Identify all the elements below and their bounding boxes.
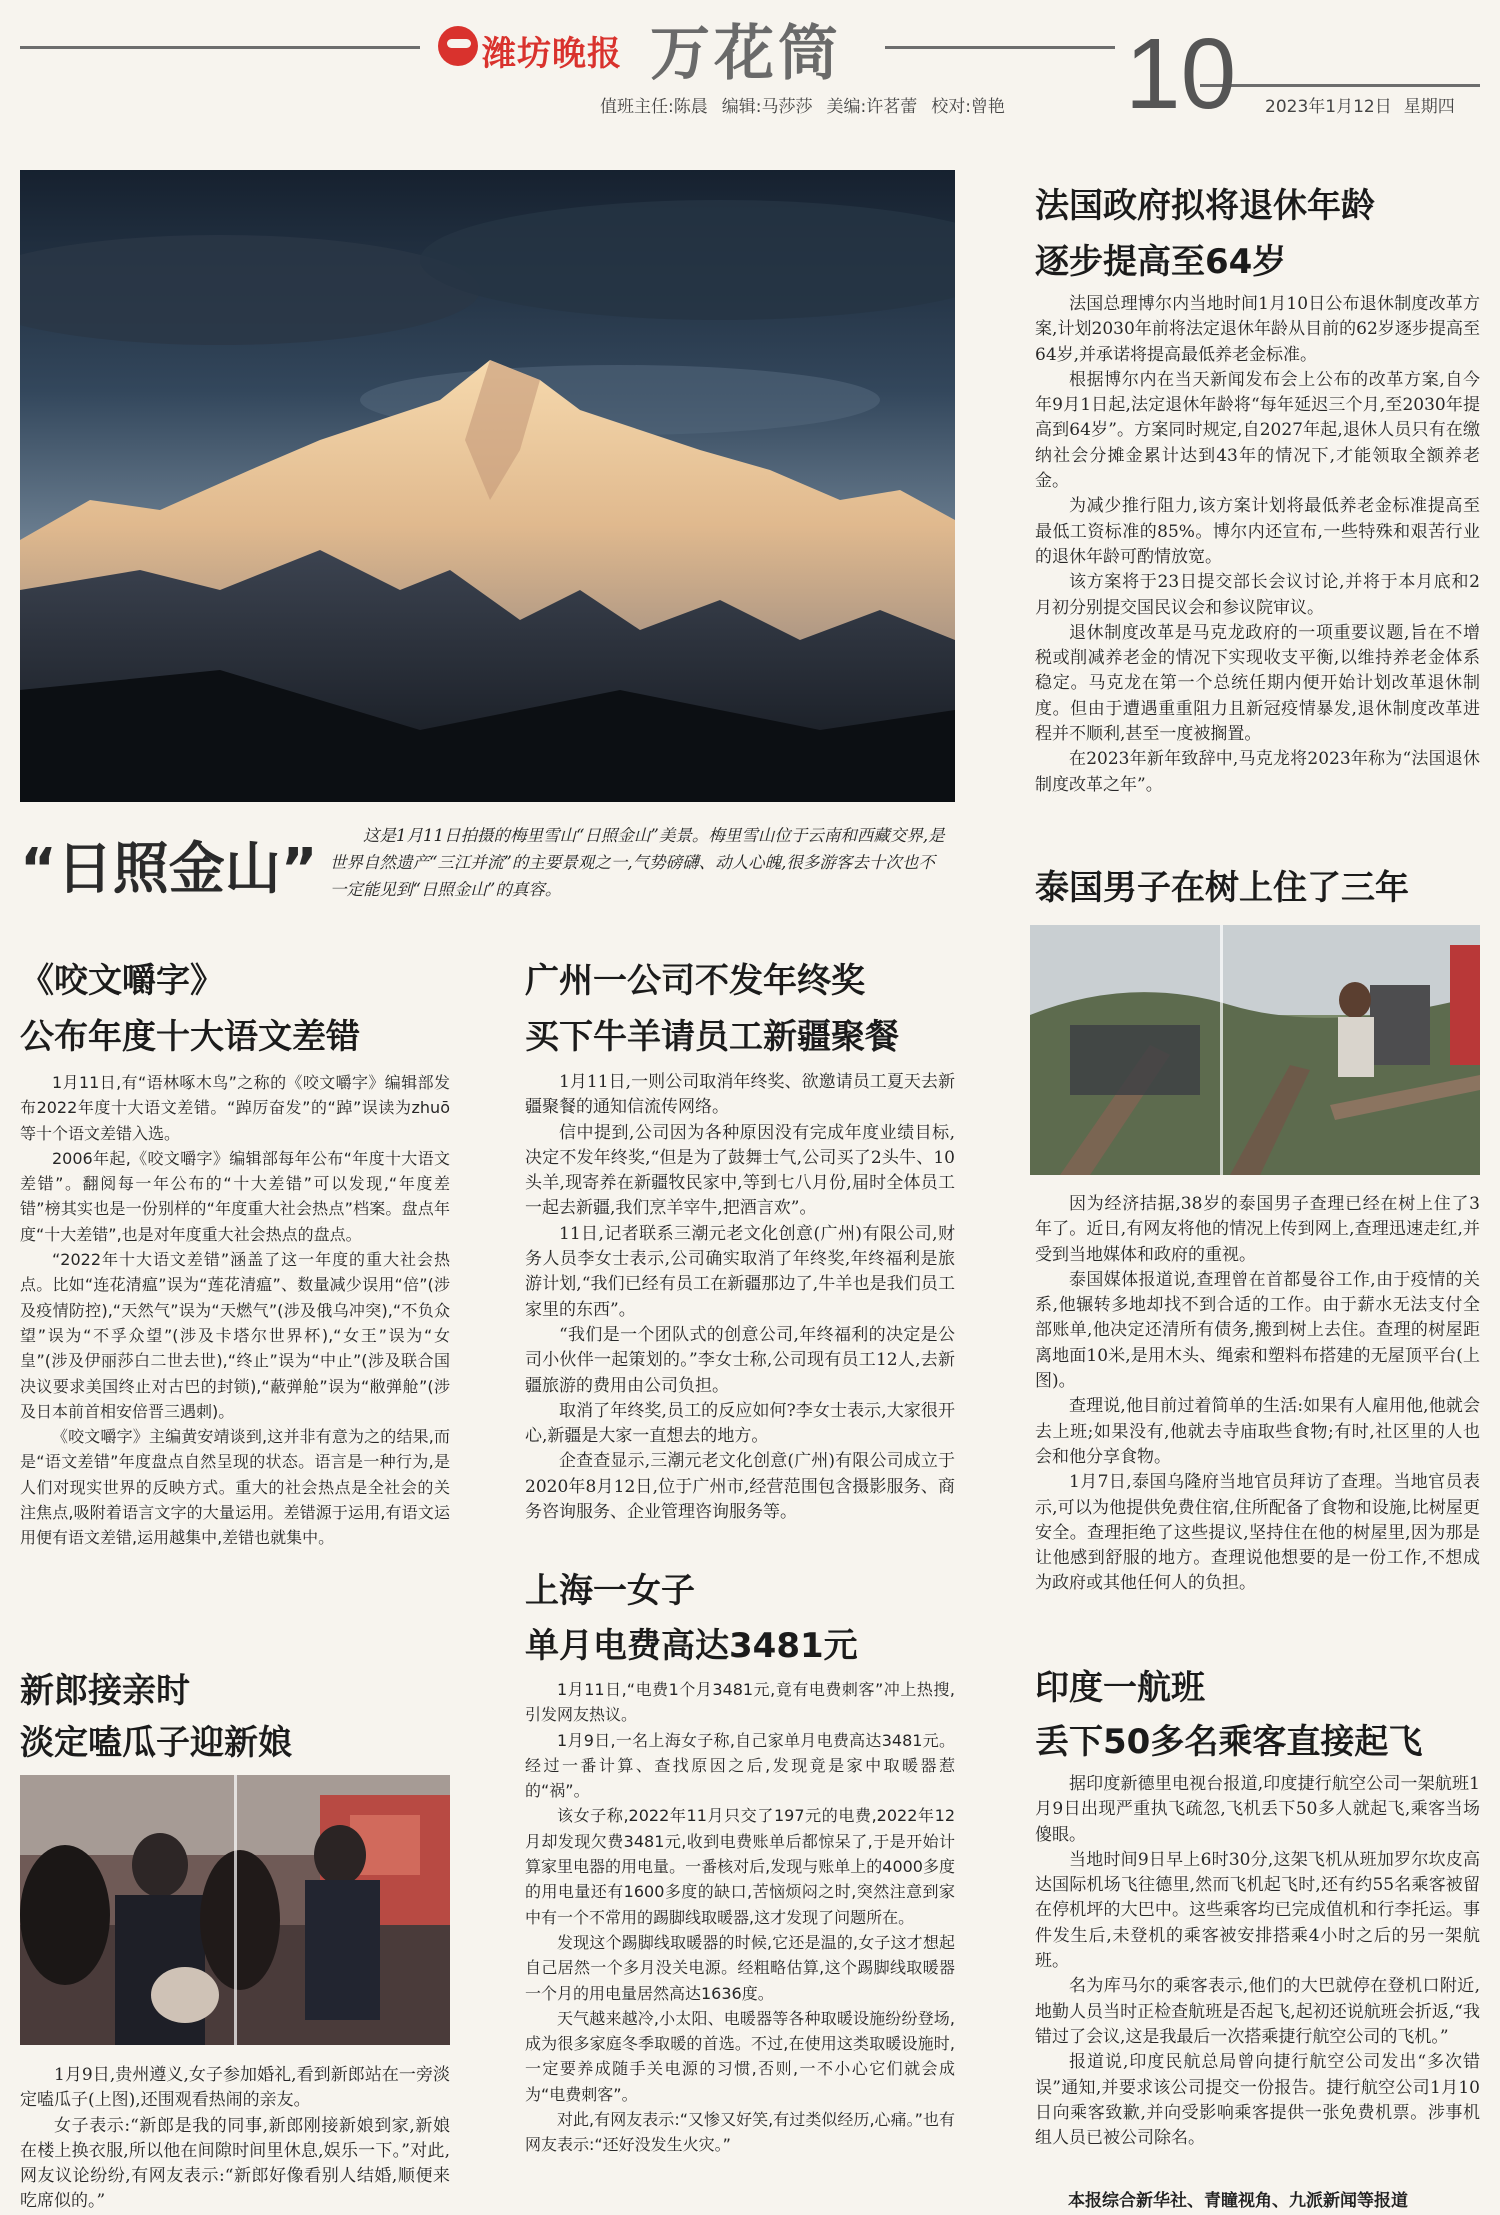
staff-credit: 美编:许茗蕾 xyxy=(826,97,918,117)
article-body-shanghai xyxy=(525,1677,955,2158)
headline: 《咬文嚼字》 xyxy=(20,961,224,1001)
wedding-photo xyxy=(20,1775,450,2045)
source-note: 本报综合新华社、青瞳视角、九派新闻等报道 xyxy=(1068,2191,1408,2211)
dateline xyxy=(1265,92,1467,117)
masthead-rule xyxy=(885,46,1115,49)
paragraph: 11日,记者联系三潮元老文化创意(广州)有限公司,财务人员李女士表示,公司确实取消了年终奖,年终福利是旅游计划,“我们已经有员工在新疆那边了,牛羊也是我们员工家里的东西”。 xyxy=(525,1223,955,1320)
headline: 新郎接亲时 xyxy=(20,1671,190,1711)
headline: 逐步提高至64岁 xyxy=(1035,242,1287,282)
article-body-india xyxy=(1035,1772,1480,2151)
paragraph: 发现这个踢脚线取暖器的时候,它还是温的,女子这才想起自己居然一个多月没关电源。经粗略估算,这个踢脚线取暖器一个月的用电量居然高达1636度。 xyxy=(525,1932,955,2003)
paragraph: 2006年起,《咬文嚼字》编辑部每年公布“年度十大语文差错”。翻阅每一年公布的“十大差错”可以发现,“年度差错”榜其实也是一份别样的“年度重大社会热点”档案。盘点年度“十大差错”,也是对年度重大社会热点的盘点。 xyxy=(20,1148,450,1244)
headline: 广州一公司不发年终奖 xyxy=(525,961,865,1001)
masthead xyxy=(0,0,1500,150)
article-body-france xyxy=(1035,292,1480,798)
paragraph: 该方案将于23日提交部长会议讨论,并将于本月底和2月初分别提交国民议会和参议院审议。 xyxy=(1035,572,1480,618)
paragraph: 该女子称,2022年11月只交了197元的电费,2022年12月却发现欠费3481元,收到电费账单后都惊呆了,于是开始计算家里电器的用电量。一番核对后,发现与账单上的4000多度的用电量还有1600多度的缺口,苦恼烦闷之时,突然注意到家中有一个不常用的踢脚线取暖器,这才发现了问题所在。 xyxy=(525,1806,955,1927)
paragraph: 1月7日,泰国乌隆府当地官员拜访了查理。当地官员表示,可以为他提供免费住宿,住所配备了食物和设施,比树屋更安全。查理拒绝了这些提议,坚持住在他的树屋里,因为那是让他感到舒服的地方。查理说他想要的是一份工作,不想成为政府或其他任何人的负担。 xyxy=(1035,1472,1480,1594)
paragraph: 据印度新德里电视台报道,印度捷行航空公司一架航班1月9日出现严重执飞疏忽,飞机丢下50多人就起飞,乘客当场傻眼。 xyxy=(1035,1774,1480,1845)
paragraph: “2022年十大语文差错”涵盖了这一年度的重大社会热点。比如“连花清瘟”误为“莲花清瘟”、数量减少误用“倍”(涉及疫情防控),“天然气”误为“天燃气”(涉及俄乌冲突),“不负众望”误为“不孚众望”(涉及卡塔尔世界杯),“女王”误为“女皇”(涉及伊丽莎白二世去世),“终止”误为“中止”(涉及联合国决议要求美国终止对古巴的封锁),“蔽弹舱”误为“敝弹舱”(涉及日本前首相安倍晋三遇刺)。 xyxy=(20,1250,450,1421)
paragraph: “我们是一个团队式的创意公司,年终福利的决定是公司小伙伴一起策划的。”李女士称,公司现有员工12人,去新疆旅游的费用由公司负担。 xyxy=(525,1324,955,1396)
headline: 公布年度十大语文差错 xyxy=(20,1017,360,1057)
headline: 印度一航班 xyxy=(1035,1668,1205,1708)
headline: 泰国男子在树上住了三年 xyxy=(1035,868,1409,908)
article-body-thailand xyxy=(1035,1192,1480,1597)
issue-weekday: 星期四 xyxy=(1403,97,1455,117)
paragraph: 因为经济拮据,38岁的泰国男子查理已经在树上住了3年了。近日,有网友将他的情况上传到网上,查理迅速走红,并受到当地媒体和政府的重视。 xyxy=(1035,1194,1480,1265)
paragraph: 取消了年终奖,员工的反应如何?李女士表示,大家很开心,新疆是大家一直想去的地方。 xyxy=(525,1400,955,1447)
paragraph: 查理说,他目前过着简单的生活:如果有人雇用他,他就会去上班;如果没有,他就去寺庙取些食物;有时,社区里的人也会和他分享食物。 xyxy=(1035,1396,1480,1467)
masthead-rule xyxy=(1200,84,1480,87)
photo-caption: 这是1月11日拍摄的梅里雪山“日照金山”美景。梅里雪山位于云南和西藏交界,是世界自然遗产“三江并流”的主要景观之一,气势磅礴、动人心魄,很多游客去十次也不一定能见到“日照金山”的真容。 xyxy=(330,826,945,899)
paragraph: 当地时间9日早上6时30分,这架飞机从班加罗尔坎皮高达国际机场飞往德里,然而飞机起飞时,还有约55名乘客被留在停机坪的大巴中。这些乘客均已完成值机和行李托运。事件发生后,未登机的乘客被安排搭乘4小时之后的另一架航班。 xyxy=(1035,1849,1480,1972)
mountain-photo xyxy=(20,170,955,802)
headline: 单月电费高达3481元 xyxy=(525,1626,858,1666)
headline: 法国政府拟将退休年龄 xyxy=(1035,186,1375,226)
paragraph: 《咬文嚼字》主编黄安靖谈到,这并非有意为之的结果,而是“语文差错”年度盘点自然呈现的状态。语言是一种行为,是人们对现实世界的反映方式。重大的社会热点是全社会的关注焦点,吸附着语言文字的大量运用。差错源于运用,有语文运用便有语文差错,运用越集中,差错也就集中。 xyxy=(20,1427,450,1548)
paragraph: 1月9日,贵州遵义,女子参加婚礼,看到新郎站在一旁淡定嗑瓜子(上图),还围观看热闹的亲友。 xyxy=(20,2065,450,2111)
paragraph: 报道说,印度民航总局曾向捷行航空公司发出“多次错误”通知,并要求该公司提交一份报告。捷行航空公司1月10日向乘客致歉,并向受影响乘客提供一张免费机票。涉事机组人员已被公司除名。 xyxy=(1035,2052,1480,2149)
article-body-guangzhou xyxy=(525,1070,955,1525)
paragraph: 对此,有网友表示:“又惨又好笑,有过类似经历,心痛。”也有网友表示:“还好没发生火灾。” xyxy=(525,2110,955,2155)
paragraph: 法国总理博尔内当地时间1月10日公布退休制度改革方案,计划2030年前将法定退休年龄从目前的62岁逐步提高至64岁,并承诺将提高最低养老金标准。 xyxy=(1035,294,1480,365)
paragraph: 1月11日,一则公司取消年终奖、欲邀请员工夏天去新疆聚餐的通知信流传网络。 xyxy=(525,1072,955,1118)
masthead-rule xyxy=(20,46,420,49)
headline: 淡定嗑瓜子迎新娘 xyxy=(20,1723,292,1763)
paper-logo-icon xyxy=(438,26,478,66)
paragraph: 在2023年新年致辞中,马克龙将2023年称为“法国退休制度改革之年”。 xyxy=(1035,749,1480,795)
paragraph: 1月11日,“电费1个月3481元,竟有电费刺客”冲上热搜,引发网友热议。 xyxy=(525,1680,955,1725)
paragraph: 泰国媒体报道说,查理曾在首都曼谷工作,由于疫情的关系,他辗转多地却找不到合适的工作。由于薪水无法支付全部账单,他决定还清所有债务,搬到树上去住。查理的树屋距离地面10米,是用木头、绳索和塑料布搭建的无屋顶平台(上图)。 xyxy=(1035,1269,1480,1392)
paragraph: 根据博尔内在当天新闻发布会上公布的改革方案,自今年9月1日起,法定退休年龄将“每年延迟三个月,至2030年提高到64岁”。方案同时规定,自2027年起,退休人员只有在缴纳社会分摊金累计达到43年的情况下,才能领取全额养老金。 xyxy=(1035,369,1480,492)
paragraph: 企查查显示,三潮元老文化创意(广州)有限公司成立于2020年8月12日,位于广州市,经营范围包含摄影服务、商务咨询服务、企业管理咨询服务等。 xyxy=(525,1451,955,1523)
paragraph: 1月9日,一名上海女子称,自己家单月电费高达3481元。经过一番计算、查找原因之后,发现竟是家中取暖器惹的“祸”。 xyxy=(525,1730,955,1801)
paragraph: 天气越来越冷,小太阳、电暖器等各种取暖设施纷纷登场,成为很多家庭冬季取暖的首选。不过,在使用这类取暖设施时,一定要养成随手关电源的习惯,否则,一不小心它们就会成为“电费刺客”。 xyxy=(525,2008,955,2104)
paragraph: 为减少推行阻力,该方案计划将最低养老金标准提高至最低工资标准的85%。博尔内还宣布,一些特殊和艰苦行业的退休年龄可酌情放宽。 xyxy=(1035,496,1480,567)
article-body-yaowen xyxy=(20,1070,450,1551)
issue-date: 2023年1月12日 xyxy=(1265,97,1392,117)
staff-credit: 编辑:马莎莎 xyxy=(721,97,813,117)
staff-credit: 值班主任:陈晨 xyxy=(600,97,708,117)
page-number: 10 xyxy=(1125,18,1237,130)
paragraph: 名为库马尔的乘客表示,他们的大巴就停在登机口附近,地勤人员当时正检查航班是否起飞,起初还说航班会折返,“我错过了会议,这是我最后一次搭乘捷行航空公司的飞机。” xyxy=(1035,1976,1480,2047)
paragraph: 退休制度改革是马克龙政府的一项重要议题,旨在不增税或削减养老金的情况下实现收支平衡,以维持养老金体系稳定。马克龙在第一个总统任期内便开始计划改革退休制度。但由于遭遇重重阻力且新冠疫情暴发,退休制度改革进程并不顺利,甚至一度被搁置。 xyxy=(1035,622,1480,745)
article-body-groom xyxy=(20,2063,450,2215)
paragraph: 1月11日,有“语林啄木鸟”之称的《咬文嚼字》编辑部发布2022年度十大语文差错。“踔厉奋发”的“踔”误读为zhuō等十个语文差错入选。 xyxy=(20,1073,450,1143)
staff-credit: 校对:曾艳 xyxy=(931,97,1005,117)
section-title: 万花筒 xyxy=(650,19,842,89)
staff-credits xyxy=(600,92,1019,117)
photo-title: “日照金山” xyxy=(20,837,318,902)
treehouse-photo xyxy=(1030,925,1480,1175)
headline: 丢下50多名乘客直接起飞 xyxy=(1035,1722,1423,1762)
headline: 买下牛羊请员工新疆聚餐 xyxy=(525,1017,899,1057)
paragraph: 女子表示:“新郎是我的同事,新郎刚接新娘到家,新娘在楼上换衣服,所以他在间隙时间里休息,娱乐一下。”对此,网友议论纷纷,有网友表示:“新郎好像看别人结婚,顺便来吃席似的。” xyxy=(20,2115,450,2212)
paragraph: 信中提到,公司因为各种原因没有完成年度业绩目标,决定不发年终奖,“但是为了鼓舞士气,公司买了2头牛、10头羊,现寄养在新疆牧民家中,等到七八月份,届时全体员工一起去新疆,我们烹羊宰牛,把酒言欢”。 xyxy=(525,1122,955,1219)
paper-name: 潍坊晚报 xyxy=(482,34,622,74)
headline: 上海一女子 xyxy=(525,1571,695,1611)
